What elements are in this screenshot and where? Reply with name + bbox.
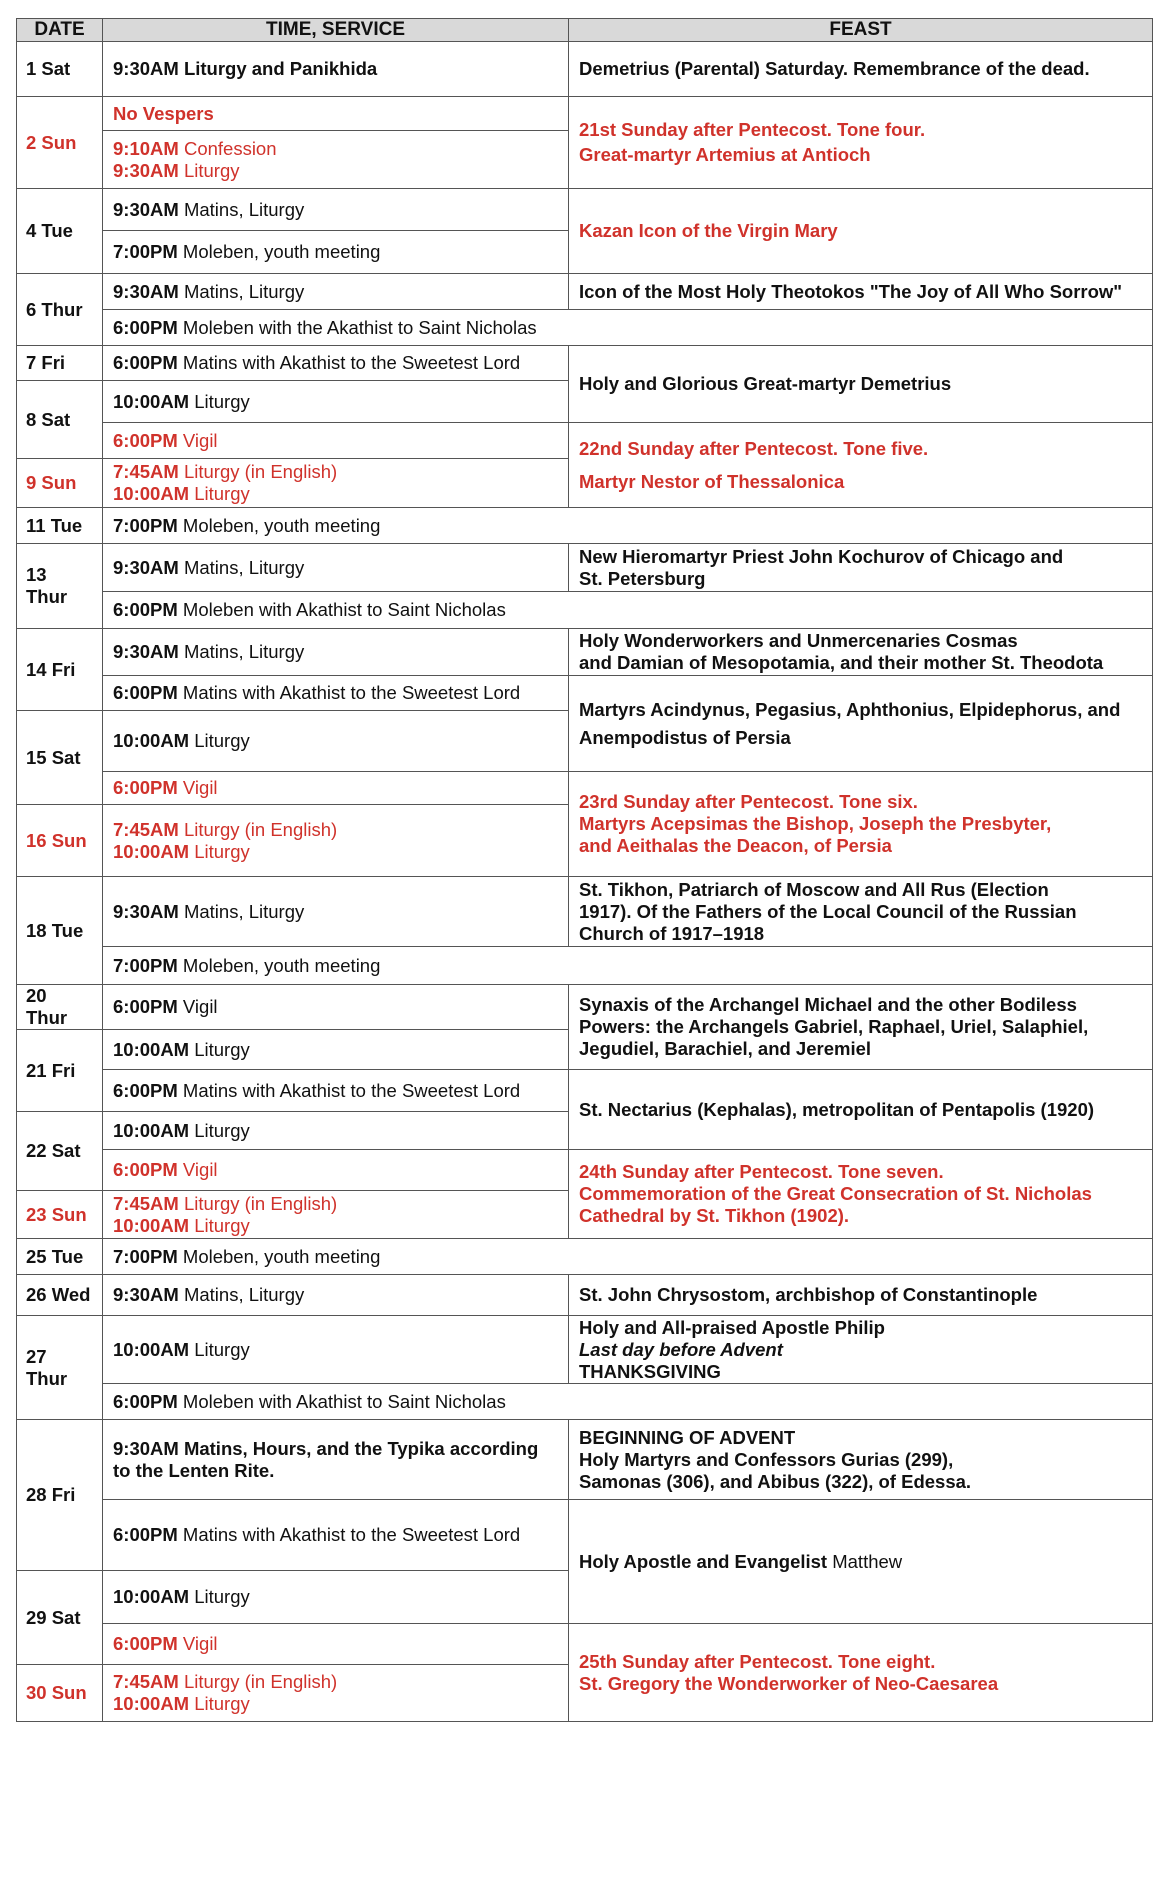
service-time: 6:00PM — [113, 1159, 178, 1180]
service-time: 10:00AM — [113, 390, 190, 412]
feast-line: THANKSGIVING — [579, 1360, 721, 1382]
service-cell — [103, 1571, 569, 1624]
service-cell — [103, 423, 569, 459]
service-desc: Liturgy — [189, 1038, 250, 1060]
service-time: 6:00PM — [113, 777, 178, 798]
service-cell — [103, 231, 569, 274]
service-cell — [103, 131, 569, 189]
service-cell — [103, 629, 569, 676]
date-cell: 16 Sun — [17, 805, 103, 877]
service-time: 7:45AM — [113, 818, 179, 840]
feast-line: Last day before Advent — [579, 1338, 783, 1360]
service-time: 9:10AM — [113, 137, 179, 159]
feast-line: Cathedral by St. Tikhon (1902). — [579, 1205, 850, 1226]
date-cell: 20 Thur — [17, 985, 103, 1030]
date-cell: 22 Sat — [17, 1112, 103, 1191]
feast-cell: Kazan Icon of the Virgin Mary — [569, 189, 1153, 274]
service-desc: Matins with Akathist to the Sweetest Lord — [177, 352, 521, 373]
header-date: DATE — [17, 19, 103, 42]
feast-cell — [569, 1420, 1153, 1500]
service-time: 7:45AM — [113, 461, 179, 482]
feast-line: Holy Martyrs and Confessors Gurias (299), — [579, 1448, 954, 1470]
service-time: 10:00AM — [113, 1586, 190, 1607]
service-desc: Matins with Akathist to the Sweetest Lord — [177, 1524, 521, 1545]
service-desc: Moleben, youth meeting — [177, 954, 381, 976]
service-cell — [103, 947, 1153, 985]
service-desc: Moleben with Akathist to Saint Nicholas — [177, 599, 506, 620]
service-time: 9:30AM — [113, 1284, 179, 1305]
feast-line: Martyrs Acindynus, Pegasius, Aphthonius, Elpidephorus, and — [579, 698, 1121, 720]
service-time: 10:00AM — [113, 1693, 190, 1714]
service-time: 6:00PM — [113, 682, 178, 703]
service-time: 9:30AM — [113, 641, 179, 662]
service-desc: Vigil — [177, 1159, 218, 1180]
service-desc: Vigil — [177, 996, 218, 1017]
service-cell — [103, 772, 569, 805]
feast-cell: Holy and Glorious Great-martyr Demetrius — [569, 346, 1153, 423]
date-cell: 28 Fri — [17, 1420, 103, 1571]
service-cell — [103, 274, 569, 310]
service-time: 6:00PM — [113, 429, 178, 451]
feast-cell: Icon of the Most Holy Theotokos "The Joy of All Who Sorrow" — [569, 274, 1153, 310]
service-desc: Liturgy — [189, 1119, 250, 1141]
service-time: 9:30AM — [113, 159, 179, 181]
service-cell — [103, 1665, 569, 1722]
service-desc: Liturgy — [189, 483, 250, 504]
feast-line: 25th Sunday after Pentecost. Tone eight. — [579, 1650, 936, 1672]
service-time: 7:00PM — [113, 241, 178, 262]
date-cell: 26 Wed — [17, 1275, 103, 1316]
feast-line: Jegudiel, Barachiel, and Jeremiel — [579, 1038, 872, 1059]
service-cell — [103, 985, 569, 1030]
feast-cell — [569, 676, 1153, 772]
feast-line: and Damian of Mesopotamia, and their mother St. Theodota — [579, 652, 1104, 673]
service-desc: Liturgy (in English) — [178, 1192, 338, 1214]
feast-cell: St. John Chrysostom, archbishop of Constantinople — [569, 1275, 1153, 1316]
feast-line: St. Tikhon, Patriarch of Moscow and All Rus (Election — [579, 878, 1049, 900]
feast-line: Holy Apostle and Evangelist — [579, 1550, 828, 1572]
service-desc: Liturgy (in English) — [178, 461, 338, 482]
service-desc: Vigil — [177, 429, 218, 451]
feast-line: St. Petersburg — [579, 567, 706, 589]
service-desc: Matins, Liturgy — [178, 280, 305, 302]
feast-line: 1917). Of the Fathers of the Local Council of the Russian — [579, 900, 1077, 922]
feast-cell — [569, 1316, 1153, 1384]
service-time: 9:30AM — [113, 556, 179, 578]
feast-line: Synaxis of the Archangel Michael and the other Bodiless — [579, 994, 1077, 1015]
service-time: 10:00AM — [113, 840, 190, 862]
feast-cell — [569, 544, 1153, 592]
service-desc: Liturgy — [189, 840, 250, 862]
service-time: 10:00AM — [113, 730, 190, 751]
service-desc: Matins, Liturgy — [178, 556, 305, 578]
service-cell — [103, 877, 569, 947]
feast-cell — [569, 629, 1153, 676]
service-cell — [103, 1239, 1153, 1275]
service-time: 6:00PM — [113, 352, 178, 373]
service-desc: Liturgy — [189, 1338, 250, 1360]
date-cell: 8 Sat — [17, 381, 103, 459]
header-feast: FEAST — [569, 19, 1153, 42]
service-cell: No Vespers — [103, 97, 569, 131]
feast-cell: Demetrius (Parental) Saturday. Remembrance of the dead. — [569, 42, 1153, 97]
feast-line: St. Gregory the Wonderworker of Neo-Caesarea — [579, 1672, 999, 1694]
service-desc: Vigil — [177, 777, 218, 798]
service-desc: Moleben, youth meeting — [177, 1245, 381, 1267]
service-time: 10:00AM — [113, 1338, 190, 1360]
service-time: 6:00PM — [113, 1524, 178, 1545]
service-cell — [103, 459, 569, 508]
service-desc: Moleben, youth meeting — [177, 514, 381, 536]
service-cell — [103, 711, 569, 772]
feast-line: Powers: the Archangels Gabriel, Raphael, Uriel, Salaphiel, — [579, 1016, 1089, 1037]
date-cell: 2 Sun — [17, 97, 103, 189]
service-cell — [103, 346, 569, 381]
service-desc: Matins, Liturgy — [178, 900, 305, 922]
service-desc: Matins, Liturgy — [178, 198, 305, 220]
service-time: 6:00PM — [113, 1390, 178, 1412]
feast-line: Holy Wonderworkers and Unmercenaries Cosmas — [579, 630, 1018, 651]
feast-line: 22nd Sunday after Pentecost. Tone five. — [579, 437, 929, 459]
service-desc: Confession — [178, 137, 277, 159]
feast-cell — [569, 1150, 1153, 1239]
date-cell: 29 Sat — [17, 1571, 103, 1665]
service-cell — [103, 592, 1153, 629]
feast-cell — [569, 1500, 1153, 1624]
service-desc: Liturgy — [189, 730, 250, 751]
feast-cell — [569, 772, 1153, 877]
date-cell: 25 Tue — [17, 1239, 103, 1275]
service-cell — [103, 1150, 569, 1191]
service-time: 10:00AM — [113, 483, 190, 504]
feast-line: New Hieromartyr Priest John Kochurov of Chicago and — [579, 545, 1064, 567]
feast-cell — [569, 97, 1153, 189]
service-cell — [103, 1070, 569, 1112]
feast-line: Holy and All-praised Apostle Philip — [579, 1316, 885, 1338]
service-desc: Liturgy — [178, 159, 240, 181]
service-time: 6:00PM — [113, 1633, 178, 1654]
service-time: 6:00PM — [113, 599, 178, 620]
feast-line: 23rd Sunday after Pentecost. Tone six. — [579, 791, 918, 812]
service-desc: Moleben, youth meeting — [177, 241, 381, 262]
feast-line: 21st Sunday after Pentecost. Tone four. — [579, 119, 926, 140]
service-desc: Moleben with Akathist to Saint Nicholas — [177, 1390, 506, 1412]
service-cell — [103, 189, 569, 231]
service-cell: 9:30AM Liturgy and Panikhida — [103, 42, 569, 97]
service-time: 6:00PM — [113, 316, 178, 338]
service-desc: Matins with Akathist to the Sweetest Lord — [177, 682, 521, 703]
date-cell: 15 Sat — [17, 711, 103, 805]
service-time: 7:45AM — [113, 1671, 179, 1692]
service-time: 10:00AM — [113, 1038, 190, 1060]
feast-line: 24th Sunday after Pentecost. Tone seven. — [579, 1161, 944, 1182]
feast-line: Martyrs Acepsimas the Bishop, Joseph the Presbyter, — [579, 813, 1052, 834]
service-desc: Liturgy (in English) — [178, 1671, 338, 1692]
service-cell — [103, 1112, 569, 1150]
service-cell — [103, 1384, 1153, 1420]
date-cell: 6 Thur — [17, 274, 103, 346]
service-cell — [103, 1624, 569, 1665]
service-desc: Matins, Liturgy — [178, 641, 305, 662]
service-desc: Vigil — [177, 1633, 218, 1654]
service-time: 7:00PM — [113, 514, 178, 536]
service-desc: Liturgy — [189, 390, 250, 412]
date-cell: 27 Thur — [17, 1316, 103, 1420]
service-cell — [103, 805, 569, 877]
service-desc: Liturgy — [189, 1214, 250, 1236]
service-cell — [103, 1030, 569, 1070]
service-cell — [103, 1500, 569, 1571]
feast-line: Commemoration of the Great Consecration of St. Nicholas — [579, 1183, 1092, 1204]
feast-line: Great-martyr Artemius at Antioch — [579, 144, 871, 165]
service-desc: Matins, Liturgy — [178, 1284, 305, 1305]
service-cell — [103, 1275, 569, 1316]
service-cell: 9:30AM Matins, Hours, and the Typika according to the Lenten Rite. — [103, 1420, 569, 1500]
date-cell: 9 Sun — [17, 459, 103, 508]
date-cell: 21 Fri — [17, 1030, 103, 1112]
feast-cell — [569, 1624, 1153, 1722]
service-cell — [103, 508, 1153, 544]
service-desc: Liturgy (in English) — [178, 818, 338, 840]
date-cell: 1 Sat — [17, 42, 103, 97]
service-time: 10:00AM — [113, 1119, 190, 1141]
feast-cell — [569, 423, 1153, 508]
feast-line: Matthew — [827, 1550, 903, 1572]
service-time: 9:30AM — [113, 900, 179, 922]
service-cell — [103, 544, 569, 592]
feast-cell: St. Nectarius (Kephalas), metropolitan of Pentapolis (1920) — [569, 1070, 1153, 1150]
date-cell: 18 Tue — [17, 877, 103, 985]
feast-cell — [569, 877, 1153, 947]
feast-line: and Aeithalas the Deacon, of Persia — [579, 835, 892, 856]
service-time: 6:00PM — [113, 996, 178, 1017]
feast-cell — [569, 985, 1153, 1070]
date-cell: 23 Sun — [17, 1191, 103, 1239]
date-cell: 13 Thur — [17, 544, 103, 629]
date-cell: 11 Tue — [17, 508, 103, 544]
service-time: 10:00AM — [113, 1214, 190, 1236]
service-time: 6:00PM — [113, 1079, 178, 1101]
service-desc: Liturgy — [189, 1693, 250, 1714]
service-cell — [103, 1191, 569, 1239]
service-desc: Liturgy — [189, 1586, 250, 1607]
service-desc: Moleben with the Akathist to Saint Nicholas — [177, 316, 537, 338]
schedule-container — [16, 18, 1152, 1864]
service-cell — [103, 1316, 569, 1384]
feast-line: BEGINNING OF ADVENT — [579, 1426, 796, 1448]
schedule-table — [16, 18, 1153, 1722]
service-cell — [103, 310, 1153, 346]
feast-line: Samonas (306), and Abibus (322), of Edessa. — [579, 1470, 972, 1492]
date-cell: 14 Fri — [17, 629, 103, 711]
service-time: 7:45AM — [113, 1192, 179, 1214]
feast-line: Anempodistus of Persia — [579, 726, 791, 748]
header-time-service: TIME, SERVICE — [103, 19, 569, 42]
date-cell: 4 Tue — [17, 189, 103, 274]
feast-line: Martyr Nestor of Thessalonica — [579, 470, 845, 492]
service-time: 9:30AM — [113, 280, 179, 302]
service-time: 7:00PM — [113, 954, 178, 976]
service-time: 9:30AM — [113, 198, 179, 220]
service-desc: Matins with Akathist to the Sweetest Lord — [177, 1079, 521, 1101]
service-cell — [103, 676, 569, 711]
feast-line: Church of 1917–1918 — [579, 922, 765, 944]
date-cell: 30 Sun — [17, 1665, 103, 1722]
date-cell: 7 Fri — [17, 346, 103, 381]
service-cell — [103, 381, 569, 423]
service-time: 7:00PM — [113, 1245, 178, 1267]
